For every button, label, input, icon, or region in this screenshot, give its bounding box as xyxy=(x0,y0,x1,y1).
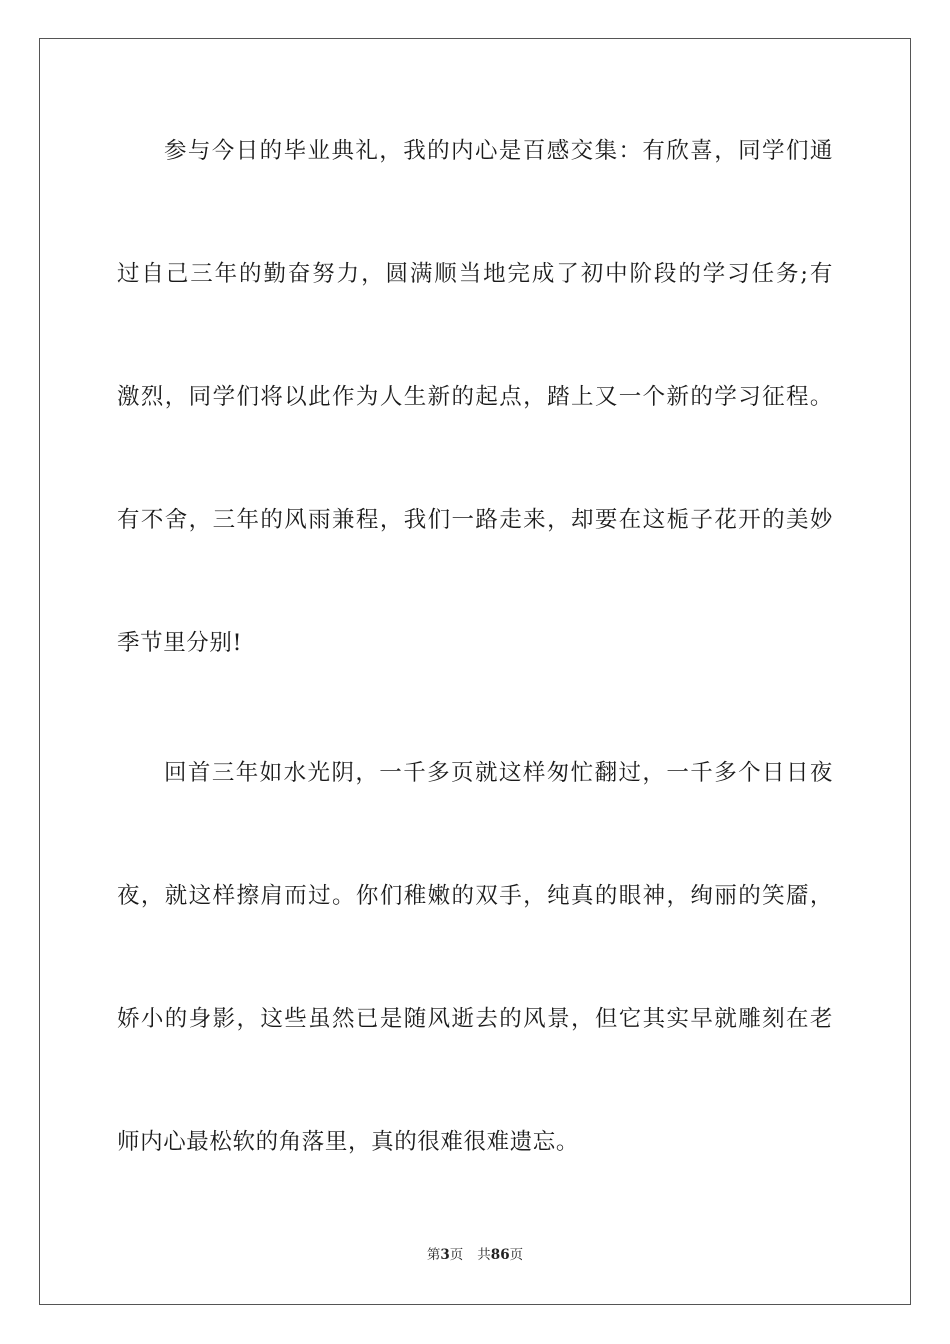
paragraph-2-line-2: 夜，就这样擦肩而过。你们稚嫩的双手，纯真的眼神，绚丽的笑靥， xyxy=(117,883,833,909)
page-number: 3 xyxy=(440,1247,450,1263)
total-prefix: 共 xyxy=(477,1247,491,1263)
paragraph-1-line-4: 有不舍，三年的风雨兼程，我们一路走来，却要在这栀子花开的美妙 xyxy=(117,507,833,533)
paragraph-1-line-5: 季节里分别! xyxy=(117,630,243,656)
total-suffix: 页 xyxy=(509,1247,524,1263)
page-border xyxy=(39,38,911,1305)
paragraph-1-line-2: 过自己三年的勤奋努力，圆满顺当地完成了初中阶段的学习任务;有 xyxy=(117,261,833,287)
page-prefix: 第 xyxy=(426,1247,441,1263)
paragraph-2-line-1: 回首三年如水光阴，一千多页就这样匆忙翻过，一千多个日日夜 xyxy=(164,760,833,786)
paragraph-2-line-4: 师内心最松软的角落里，真的很难很难遗忘。 xyxy=(117,1129,580,1155)
paragraph-1-line-3: 激烈，同学们将以此作为人生新的起点，踏上又一个新的学习征程。 xyxy=(117,384,833,410)
page-footer xyxy=(0,1246,950,1264)
page-suffix: 页 xyxy=(449,1247,464,1263)
paragraph-2-line-3: 娇小的身影，这些虽然已是随风逝去的风景，但它其实早就雕刻在老 xyxy=(117,1006,833,1032)
total-pages: 86 xyxy=(490,1247,510,1263)
paragraph-1-line-1: 参与今日的毕业典礼，我的内心是百感交集：有欣喜，同学们通 xyxy=(164,138,833,164)
